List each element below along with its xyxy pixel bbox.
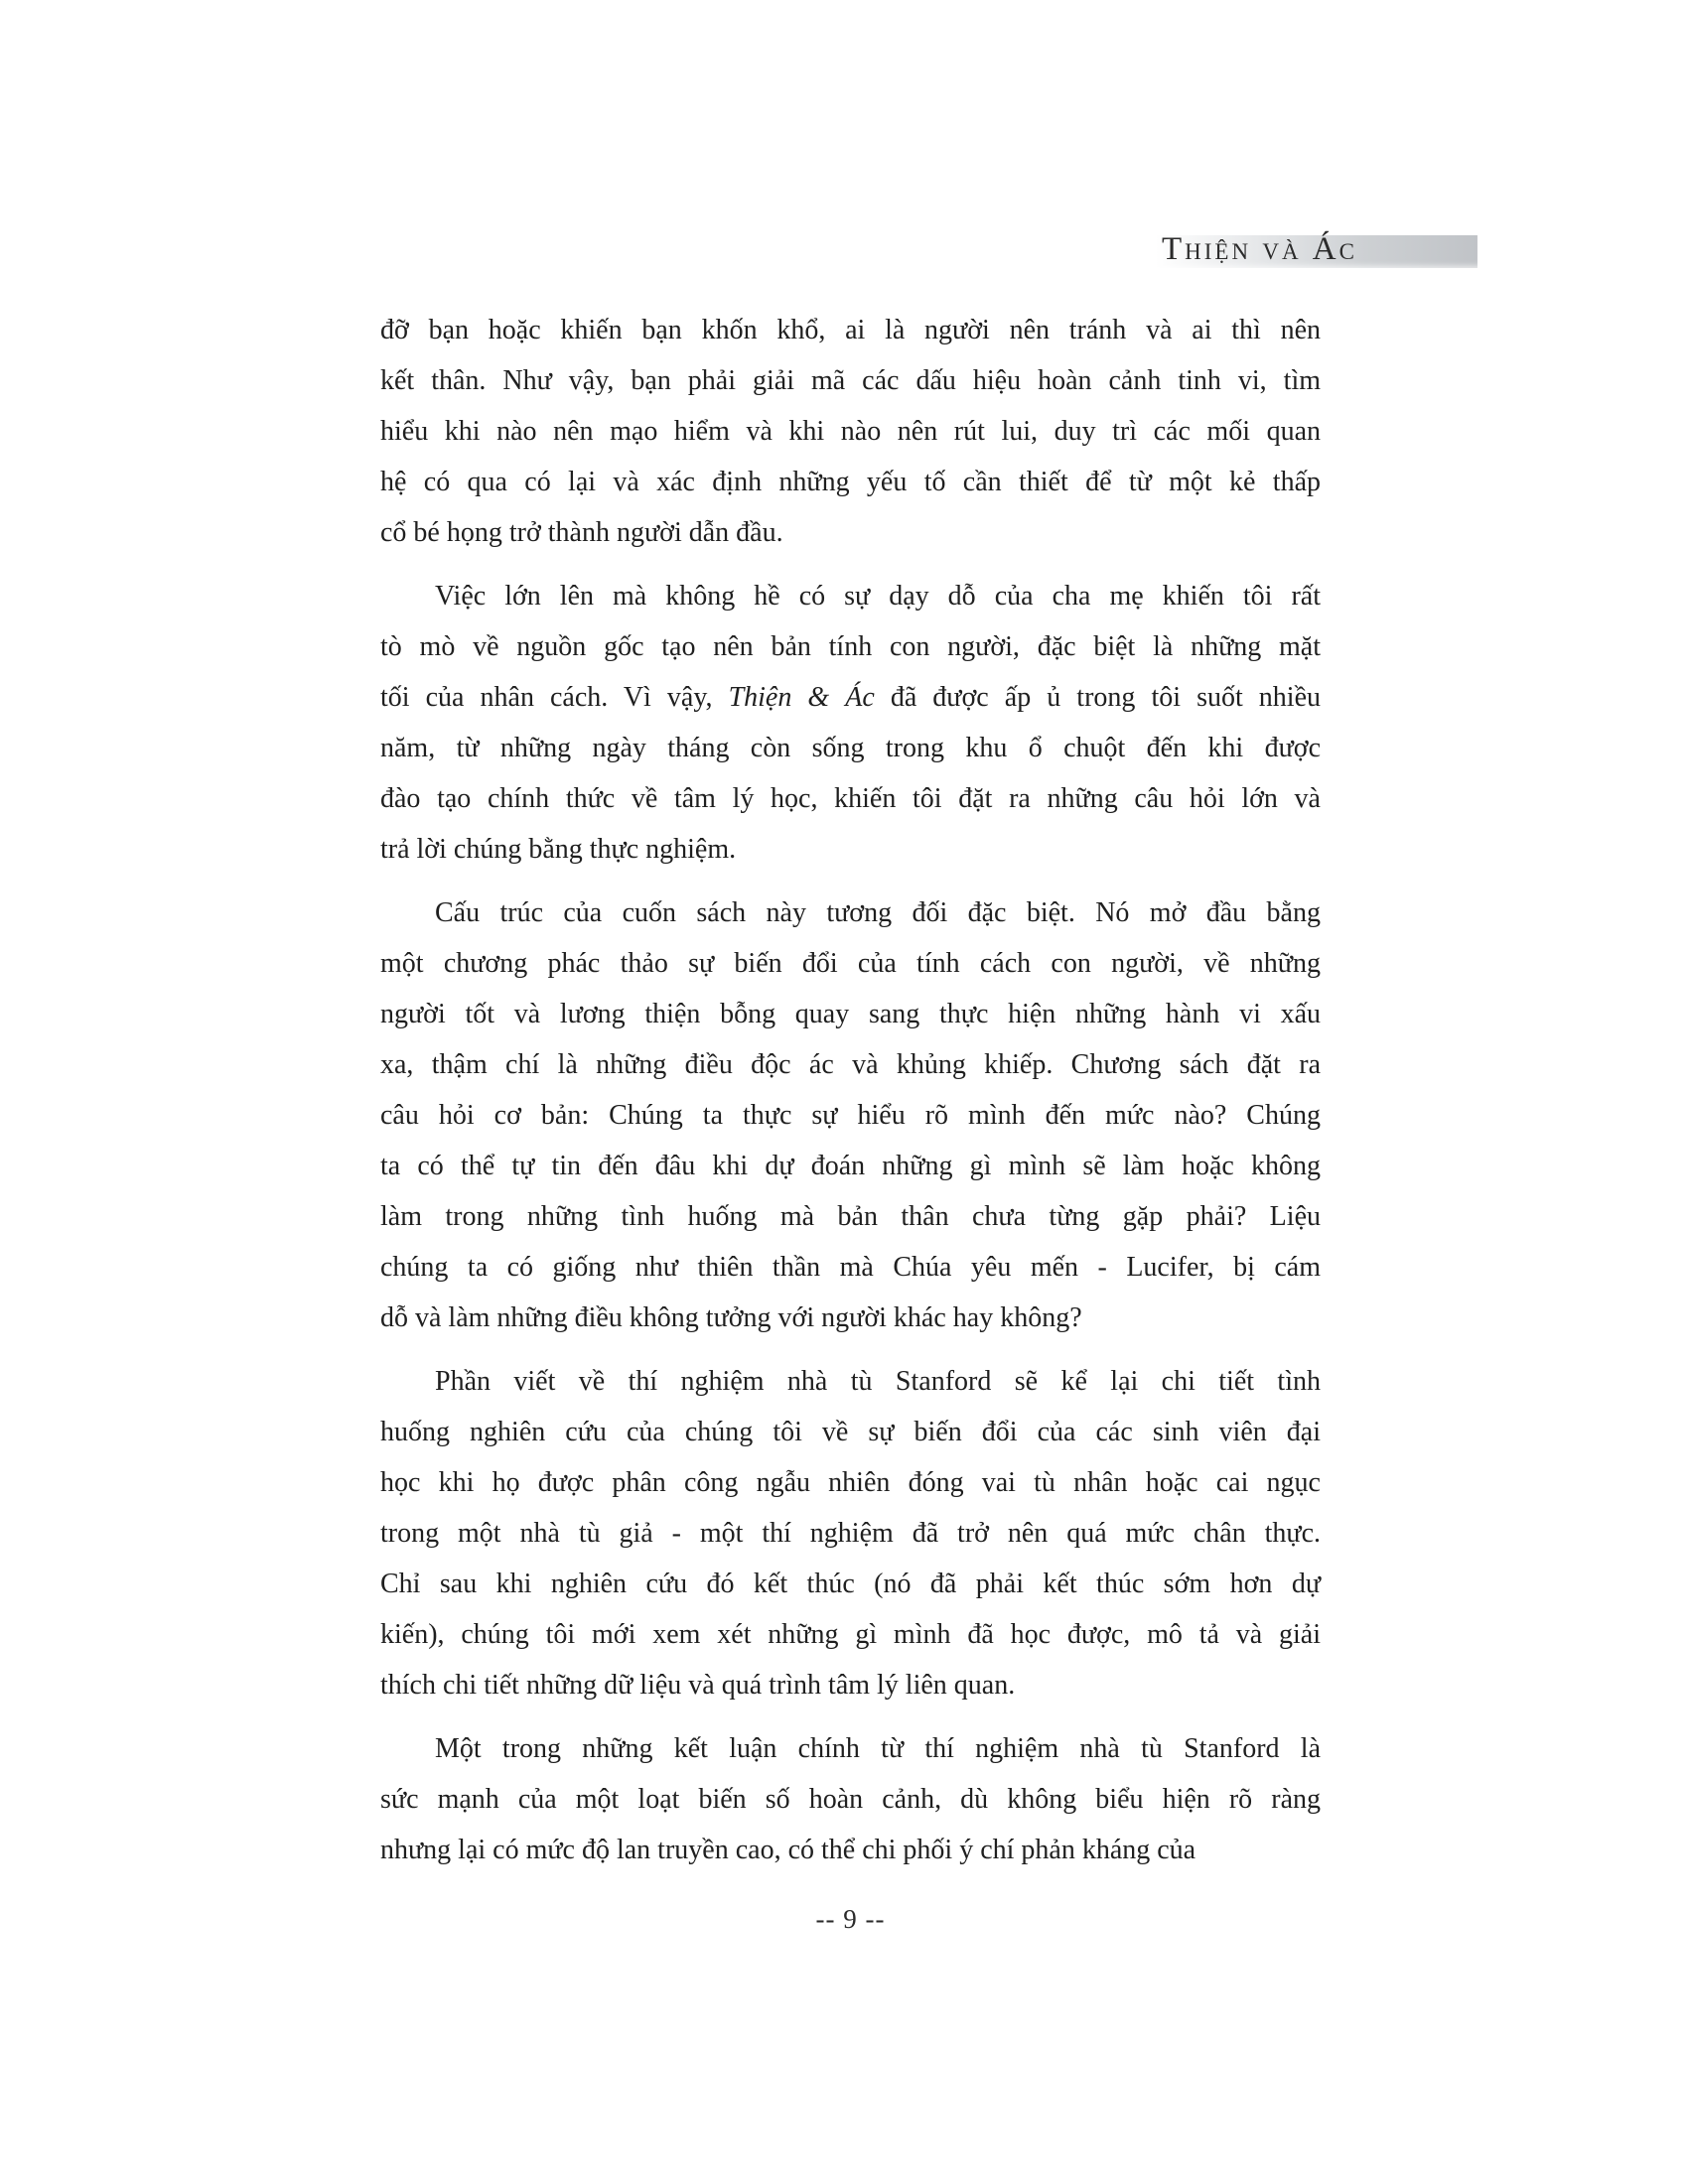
text-line: làm trong những tình huống mà bản thân chưa từng gặp phải? Liệu [380,1201,1321,1232]
text-line: Việc lớn lên mà không hề có sự dạy dỗ của cha mẹ khiến tôi rất [435,581,1321,612]
body-text [380,305,1321,1888]
text-line: xa, thậm chí là những điều độc ác và khủng khiếp. Chương sách đặt ra [380,1049,1321,1080]
text-line: trong một nhà tù giả - một thí nghiệm đã trở nên quá mức chân thực. [380,1518,1321,1549]
text-line: học khi họ được phân công ngẫu nhiên đóng vai tù nhân hoặc cai ngục [380,1467,1321,1498]
text-line: một chương phác thảo sự biến đổi của tính cách con người, về những [380,948,1321,979]
text-line: năm, từ những ngày tháng còn sống trong khu ổ chuột đến khi được [380,733,1321,763]
paragraph [380,1723,1321,1875]
text-line: cổ bé họng trở thành người dẫn đầu. [380,517,783,548]
text-line: chúng ta có giống như thiên thần mà Chúa yêu mến - Lucifer, bị cám [380,1252,1321,1283]
text-line: sức mạnh của một loạt biến số hoàn cảnh, dù không biểu hiện rõ ràng [380,1784,1321,1815]
text-line: hệ có qua có lại và xác định những yếu tố cần thiết để từ một kẻ thấp [380,467,1321,497]
text-line: trả lời chúng bằng thực nghiệm. [380,834,737,865]
text-line: Cấu trúc của cuốn sách này tương đối đặc biệt. Nó mở đầu bằng [435,897,1321,928]
paragraph [380,887,1321,1343]
text-line: dỗ và làm những điều không tưởng với người khác hay không? [380,1302,1082,1333]
inline-italic-title: Thiện & Ác [728,682,875,713]
text-line: kết thân. Như vậy, bạn phải giải mã các dấu hiệu hoàn cảnh tinh vi, tìm [380,365,1321,396]
page-number: -- 9 -- [815,1904,886,1934]
paragraph [380,305,1321,558]
text-line: Chỉ sau khi nghiên cứu đó kết thúc (nó đã phải kết thúc sớm hơn dự [380,1569,1321,1599]
text-line: tối của nhân cách. Vì vậy, Thiện & Ác đã được ấp ủ trong tôi suốt nhiều [380,682,1322,713]
text-line: Phần viết về thí nghiệm nhà tù Stanford sẽ kể lại chi tiết tình [435,1366,1321,1397]
paragraph [380,571,1321,875]
text-line: tò mò về nguồn gốc tạo nên bản tính con người, đặc biệt là những mặt [380,631,1321,662]
text-line: ta có thể tự tin đến đâu khi dự đoán những gì mình sẽ làm hoặc không [380,1151,1321,1181]
text-line: đỡ bạn hoặc khiến bạn khốn khổ, ai là người nên tránh và ai thì nên [380,315,1321,345]
text-line: câu hỏi cơ bản: Chúng ta thực sự hiểu rõ mình đến mức nào? Chúng [380,1100,1321,1131]
text-line: thích chi tiết những dữ liệu và quá trình tâm lý liên quan. [380,1670,1016,1701]
text-line: đào tạo chính thức về tâm lý học, khiến tôi đặt ra những câu hỏi lớn và [380,783,1321,814]
running-header-title: Thiện và Ác [1162,231,1357,267]
text-line: huống nghiên cứu của chúng tôi về sự biến đổi của các sinh viên đại [380,1417,1321,1447]
text-line: nhưng lại có mức độ lan truyền cao, có thể chi phối ý chí phản kháng của [380,1835,1196,1865]
text-line: kiến), chúng tôi mới xem xét những gì mình đã học được, mô tả và giải [380,1619,1321,1650]
text-line: hiểu khi nào nên mạo hiểm và khi nào nên rút lui, duy trì các mối quan [380,416,1321,447]
text-line: người tốt và lương thiện bỗng quay sang thực hiện những hành vi xấu [380,999,1321,1029]
paragraph [380,1356,1321,1710]
text-line: Một trong những kết luận chính từ thí nghiệm nhà tù Stanford là [435,1733,1321,1764]
